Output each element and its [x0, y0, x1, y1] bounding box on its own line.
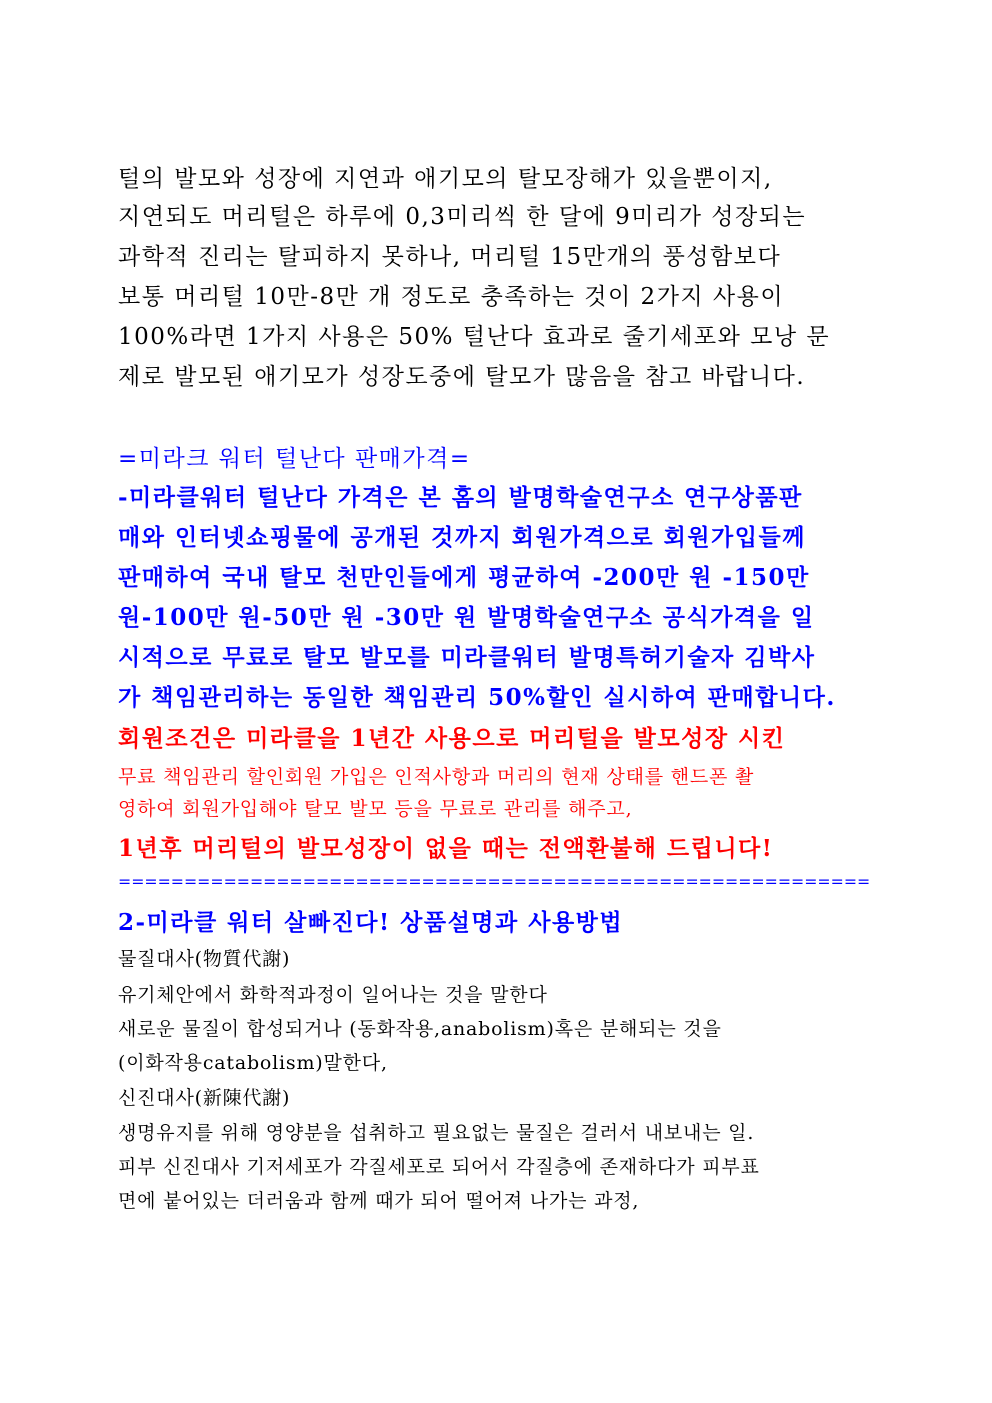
- body-text-line: 제로 발모된 애기모가 성장도중에 탈모가 많음을 참고 바랍니다.: [118, 364, 806, 390]
- body-text-line: 유기체안에서 화학적과정이 일어나는 것을 말한다: [118, 984, 548, 1006]
- body-text-line: 털의 발모와 성장에 지연과 애기모의 탈모장해가 있을뿐이지,: [118, 166, 773, 192]
- body-text-line: 새로운 물질이 합성되거나 (동화작용,anabolism)혹은 분해되는 것을: [118, 1018, 722, 1040]
- price-text-line: 판매하여 국내 탈모 천만인들에게 평균하여 -200만 원 -150만: [118, 564, 810, 591]
- product-heading: 2-미라클 워터 살빠진다! 상품설명과 사용방법: [118, 909, 624, 936]
- body-text-line: 보통 머리털 10만-8만 개 정도로 충족하는 것이 2가지 사용이: [118, 284, 785, 310]
- price-text-line: 원-100만 원-50만 원 -30만 원 발명학술연구소 공식가격을 일: [118, 604, 815, 631]
- body-text-line: 생명유지를 위해 영양분을 섭취하고 필요없는 물질은 걸러서 내보내는 일.: [118, 1122, 755, 1144]
- price-text-line: 매와 인터넷쇼핑물에 공개된 것까지 회원가격으로 회원가입들께: [118, 524, 806, 551]
- body-text-line: 지연되도 머리털은 하루에 0,3미리씩 한 달에 9미리가 성장되는: [118, 204, 807, 230]
- term-heading: 신진대사(新陳代謝): [118, 1087, 291, 1109]
- refund-notice: 1년후 머리털의 발모성장이 없을 때는 전액환불해 드립니다!: [118, 835, 774, 862]
- price-text-line: -미라클워터 털난다 가격은 본 홈의 발명학술연구소 연구상품판: [118, 484, 803, 511]
- membership-condition-line: 회원조건은 미라클을 1년간 사용으로 머리털을 발모성장 시킨: [118, 725, 786, 752]
- separator-line: =========================================================: [118, 872, 871, 891]
- membership-condition-line: 무료 책임관리 할인회원 가입은 인적사항과 머리의 현재 상태를 핸드폰 촬: [118, 766, 755, 788]
- body-text-line: (이화작용catabolism)말한다,: [118, 1052, 388, 1074]
- body-text-line: 과학적 진리는 탈피하지 못하나, 머리털 15만개의 풍성함보다: [118, 244, 782, 270]
- price-text-line: 시적으로 무료로 탈모 발모를 미라클워터 발명특허기술자 김박사: [118, 644, 816, 671]
- body-text-line: 피부 신진대사 기저세포가 각질세포로 되어서 각질층에 존재하다가 피부표: [118, 1156, 760, 1178]
- body-text-line: 면에 붙어있는 더러움과 함께 때가 되어 떨어져 나가는 과정,: [118, 1190, 640, 1212]
- term-heading: 물질대사(物質代謝): [118, 948, 291, 970]
- price-heading: =미라크 워터 털난다 판매가격=: [118, 446, 471, 472]
- membership-condition-line: 영하여 회원가입해야 탈모 발모 등을 무료로 관리를 해주고,: [118, 798, 633, 820]
- price-text-line: 가 책임관리하는 동일한 책임관리 50%할인 실시하여 판매합니다.: [118, 684, 836, 711]
- body-text-line: 100%라면 1가지 사용은 50% 털난다 효과로 줄기세포와 모낭 문: [118, 324, 831, 350]
